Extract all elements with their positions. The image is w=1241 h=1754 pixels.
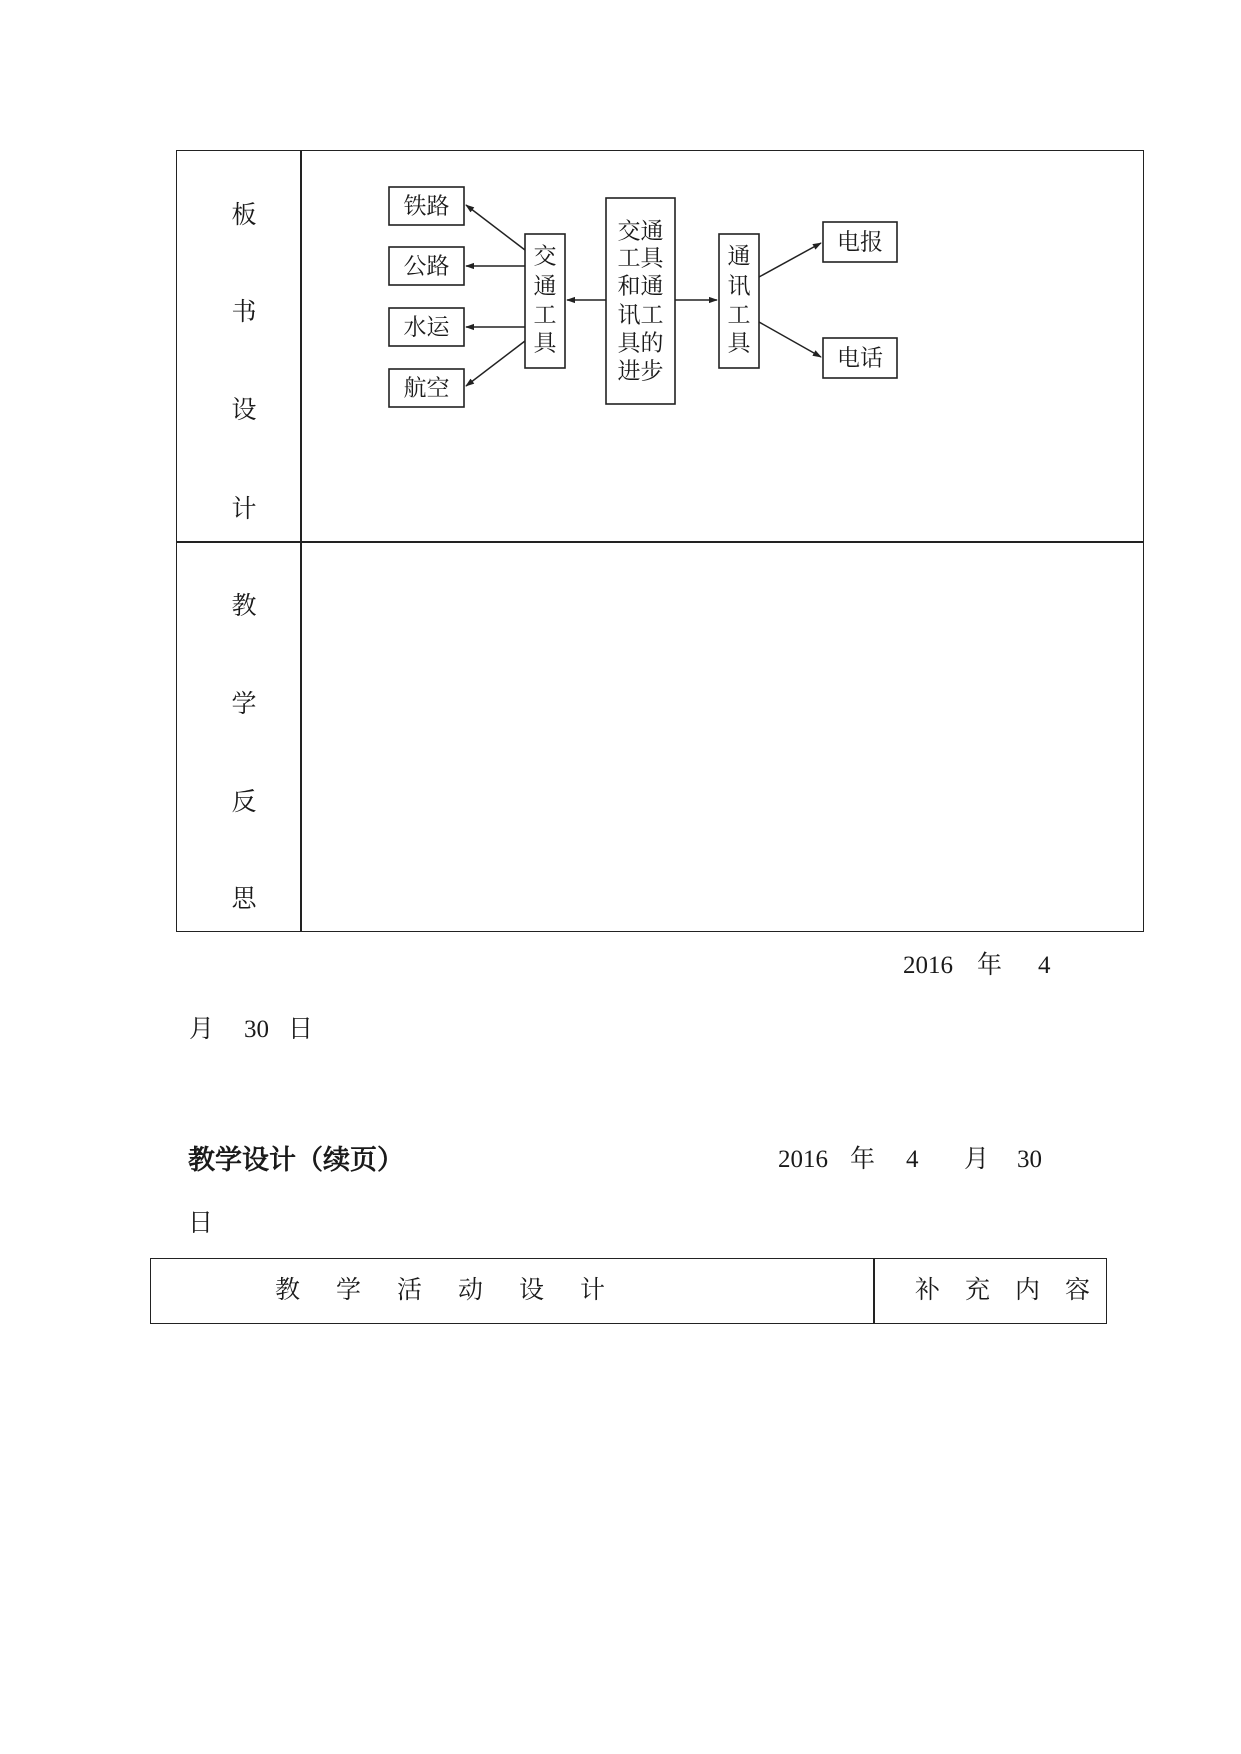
center-topic-line: 具的 [617, 330, 664, 356]
continuation-year: 2016 [778, 1146, 828, 1173]
transport-tools-char: 交 [533, 243, 557, 269]
railway-label: 铁路 [403, 193, 450, 219]
transport-tools-char: 具 [533, 330, 557, 356]
activity-table-column-divider [873, 1258, 875, 1324]
date-day-unit: 日 [288, 1016, 314, 1043]
board-design-label-char: 计 [231, 496, 257, 523]
continuation-title: 教学设计（续页） [188, 1145, 404, 1175]
activity-design-header: 教学活动设计 [275, 1277, 642, 1304]
arrow-to-telegraph [759, 243, 821, 277]
center-topic-line: 讯工 [617, 302, 664, 328]
center-topic-line: 和通 [617, 273, 664, 299]
continuation-day-unit: 日 [188, 1210, 214, 1237]
center-topic-line: 工具 [617, 245, 664, 271]
reflection-label-char: 反 [231, 789, 257, 816]
communication-tools-char: 通 [727, 243, 751, 269]
date-month: 4 [1038, 952, 1051, 979]
continuation-month-unit: 月 [964, 1146, 990, 1173]
date-month-unit: 月 [189, 1016, 215, 1043]
water-transport-label: 水运 [403, 314, 450, 340]
communication-tools-char: 讯 [727, 273, 751, 299]
aviation-label: 航空 [403, 375, 450, 401]
continuation-year-unit: 年 [850, 1146, 876, 1173]
transport-tools-char: 通 [533, 273, 557, 299]
date-day: 30 [244, 1016, 269, 1043]
board-design-label-char: 书 [231, 299, 257, 326]
date-year-unit: 年 [977, 952, 1003, 979]
reflection-label-char: 教 [231, 593, 257, 620]
communication-tools-char: 工 [727, 302, 751, 328]
board-diagram [0, 0, 1241, 450]
highway-label: 公路 [403, 253, 450, 279]
continuation-month: 4 [906, 1146, 919, 1173]
continuation-day: 30 [1017, 1146, 1042, 1173]
supplementary-content-header: 补充内容 [915, 1277, 1116, 1304]
telegraph-label: 电报 [837, 229, 883, 255]
arrow-to-telephone [759, 322, 821, 357]
communication-tools-char: 具 [727, 330, 751, 356]
center-topic-line: 交通 [617, 218, 664, 244]
telephone-label: 电话 [837, 345, 883, 371]
reflection-label-char: 思 [231, 886, 257, 913]
reflection-label-char: 学 [231, 691, 257, 718]
board-design-label-char: 设 [231, 397, 257, 424]
arrow-to-aviation [466, 341, 525, 386]
date-year: 2016 [903, 952, 953, 979]
lesson-table-row-divider [176, 541, 1144, 543]
board-design-label-char: 板 [231, 202, 257, 229]
center-topic-line: 进步 [617, 358, 664, 384]
transport-tools-char: 工 [533, 302, 557, 328]
arrow-to-railway [466, 205, 525, 250]
